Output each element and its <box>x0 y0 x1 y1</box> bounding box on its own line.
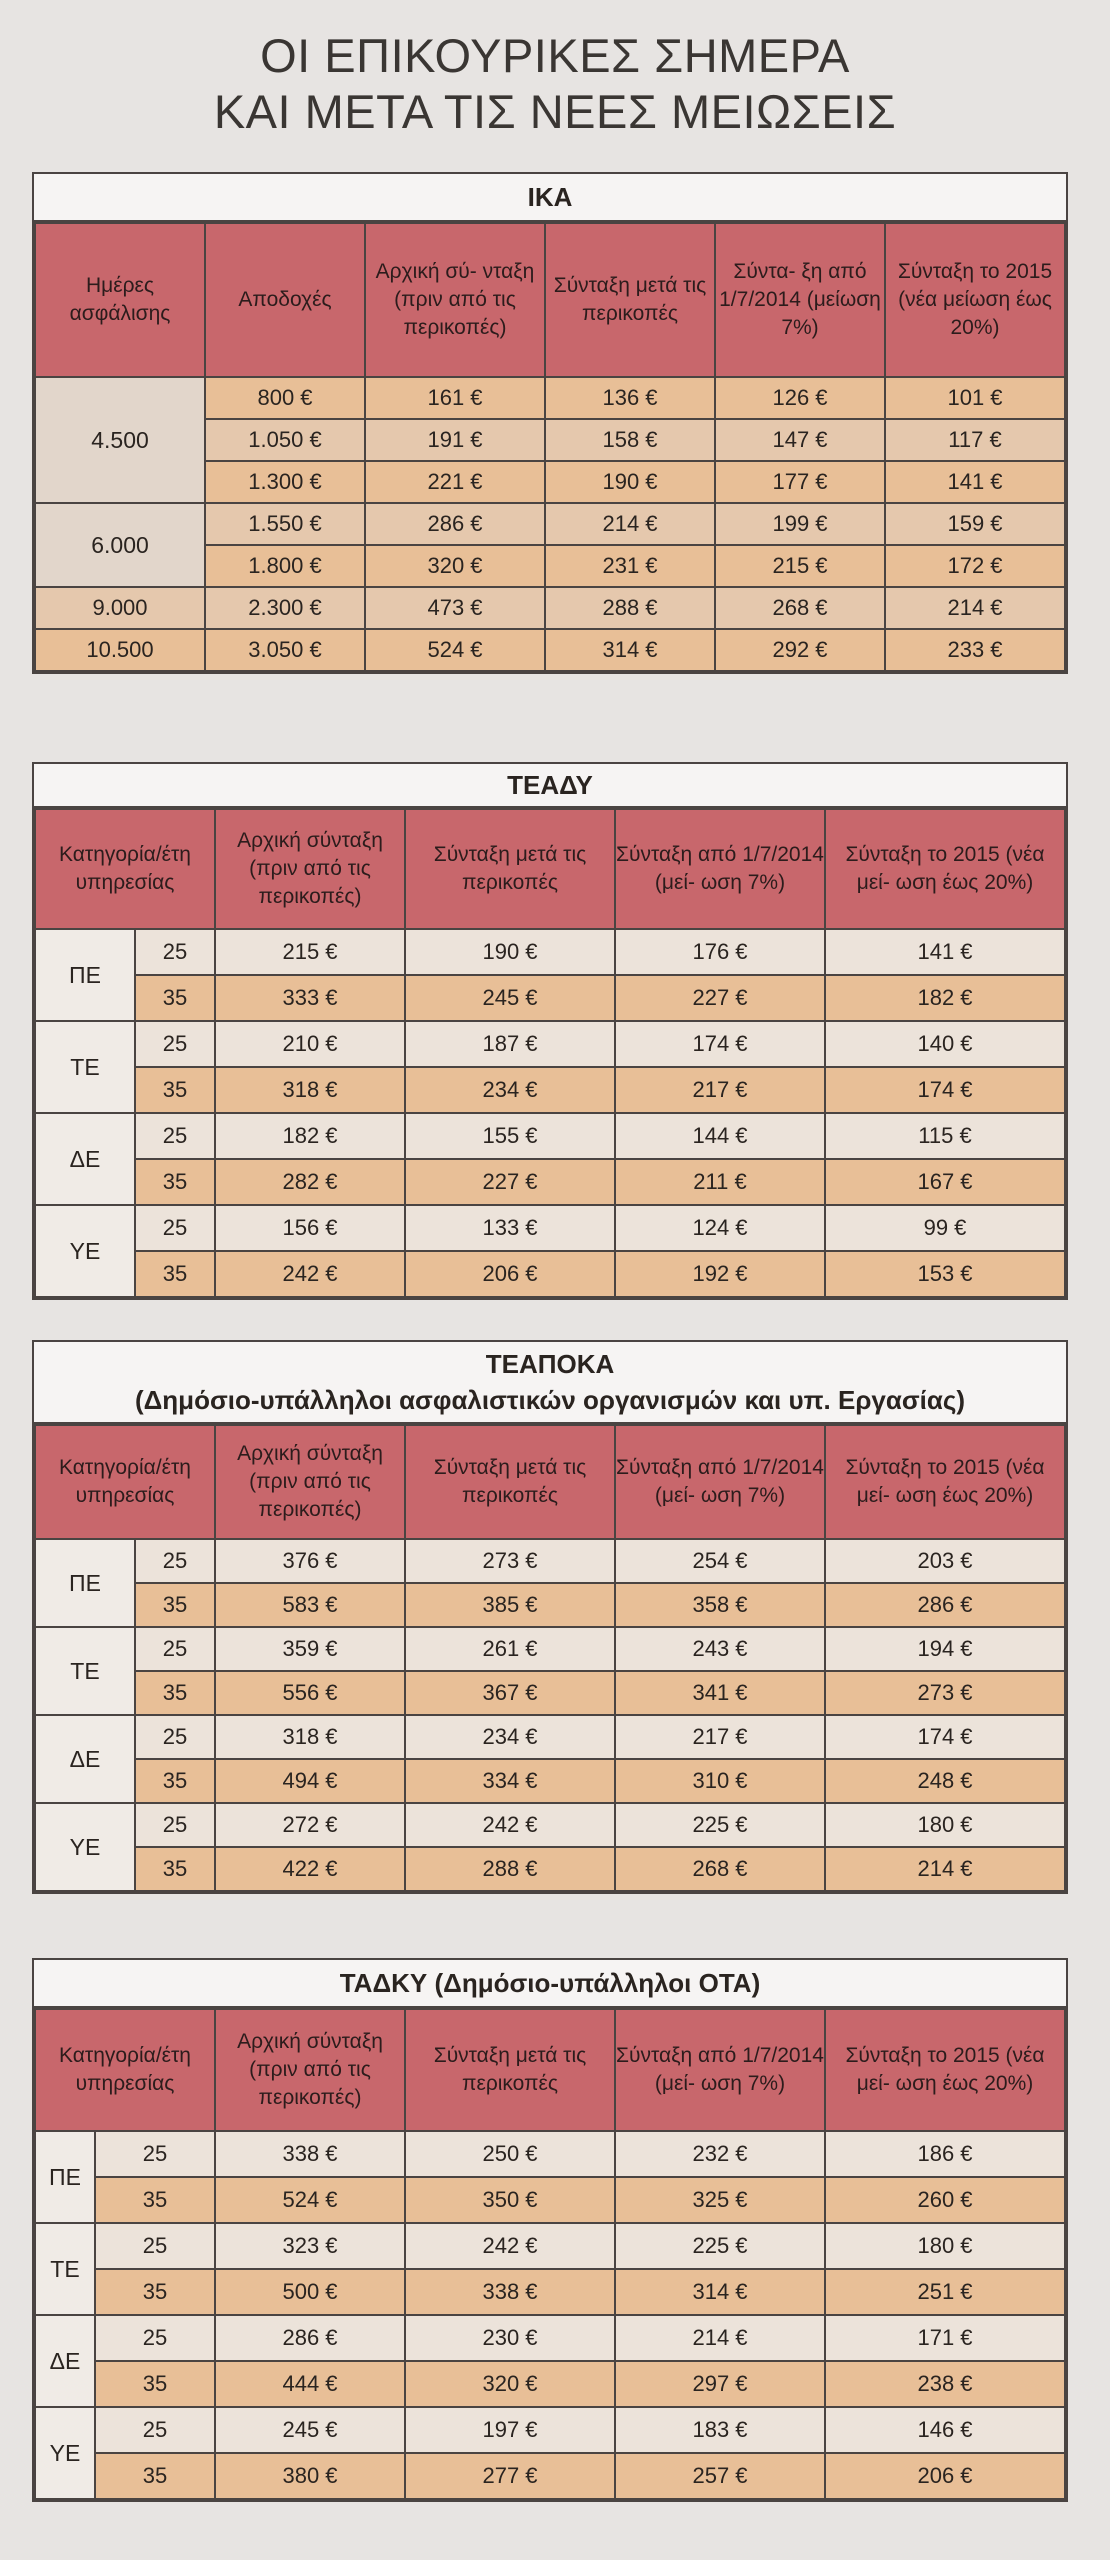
category-cell: ΠΕ <box>35 929 135 1021</box>
years-cell: 25 <box>95 2131 215 2177</box>
value-cell: 268 € <box>615 1847 825 1891</box>
table-row <box>35 1205 1065 1251</box>
header-cell: Αρχική σύνταξη (πριν από τις περικοπές) <box>215 1425 405 1539</box>
value-cell: 473 € <box>365 587 545 629</box>
category-cell: ΤΕ <box>35 1021 135 1113</box>
value-cell: 174 € <box>825 1067 1065 1113</box>
value-cell: 136 € <box>545 377 715 419</box>
tadky-section <box>32 1958 1068 2502</box>
value-cell: 257 € <box>615 2453 825 2499</box>
value-cell: 234 € <box>405 1715 615 1759</box>
value-cell: 367 € <box>405 1671 615 1715</box>
value-cell: 215 € <box>715 545 885 587</box>
value-cell: 217 € <box>615 1715 825 1759</box>
header-cell: Κατηγορία/έτη υπηρεσίας <box>35 809 215 929</box>
value-cell: 115 € <box>825 1113 1065 1159</box>
value-cell: 334 € <box>405 1759 615 1803</box>
value-cell: 117 € <box>885 419 1065 461</box>
page-headline <box>0 0 1110 138</box>
value-cell: 227 € <box>405 1159 615 1205</box>
header-cell: Αρχική σύ- νταξη (πριν από τις περικοπές) <box>365 223 545 377</box>
years-cell: 35 <box>135 1759 215 1803</box>
teady-table <box>34 808 1066 1298</box>
teapoka-title-block <box>34 1342 1066 1424</box>
years-cell: 25 <box>135 1803 215 1847</box>
value-cell: 250 € <box>405 2131 615 2177</box>
value-cell: 338 € <box>405 2269 615 2315</box>
value-cell: 422 € <box>215 1847 405 1891</box>
category-cell: ΔΕ <box>35 1113 135 1205</box>
value-cell: 190 € <box>545 461 715 503</box>
teapoka-subtitle: (Δημόσιο-υπάλληλοι ασφαλιστικών οργανισμών και υπ. Εργασίας) <box>134 1385 966 1415</box>
value-cell: 174 € <box>825 1715 1065 1759</box>
category-cell: ΤΕ <box>35 1627 135 1715</box>
value-cell: 225 € <box>615 1803 825 1847</box>
years-cell: 35 <box>135 1671 215 1715</box>
value-cell: 376 € <box>215 1539 405 1583</box>
value-cell: 273 € <box>405 1539 615 1583</box>
header-cell: Σύνταξη από 1/7/2014 (μεί- ωση 7%) <box>615 2009 825 2131</box>
value-cell: 500 € <box>215 2269 405 2315</box>
header-cell: Αρχική σύνταξη (πριν από τις περικοπές) <box>215 809 405 929</box>
value-cell: 199 € <box>715 503 885 545</box>
value-cell: 217 € <box>615 1067 825 1113</box>
value-cell: 288 € <box>405 1847 615 1891</box>
value-cell: 206 € <box>405 1251 615 1297</box>
value-cell: 124 € <box>615 1205 825 1251</box>
value-cell: 156 € <box>215 1205 405 1251</box>
value-cell: 556 € <box>215 1671 405 1715</box>
value-cell: 350 € <box>405 2177 615 2223</box>
value-cell: 159 € <box>885 503 1065 545</box>
value-cell: 380 € <box>215 2453 405 2499</box>
header-cell: Σύνταξη από 1/7/2014 (μεί- ωση 7%) <box>615 809 825 929</box>
table-row <box>35 1759 1065 1803</box>
years-cell: 25 <box>135 929 215 975</box>
value-cell: 183 € <box>615 2407 825 2453</box>
years-cell: 25 <box>135 1715 215 1759</box>
header-cell: Σύνταξη μετά τις περικοπές <box>405 809 615 929</box>
value-cell: 192 € <box>615 1251 825 1297</box>
value-cell: 194 € <box>825 1627 1065 1671</box>
value-cell: 1.550 € <box>205 503 365 545</box>
teady-title: ΤΕΑΔΥ <box>34 764 1066 808</box>
years-cell: 25 <box>135 1113 215 1159</box>
category-cell: ΔΕ <box>35 1715 135 1803</box>
value-cell: 245 € <box>405 975 615 1021</box>
years-cell: 25 <box>95 2223 215 2269</box>
table-row <box>35 2315 1065 2361</box>
value-cell: 583 € <box>215 1583 405 1627</box>
value-cell: 214 € <box>615 2315 825 2361</box>
value-cell: 277 € <box>405 2453 615 2499</box>
value-cell: 333 € <box>215 975 405 1021</box>
category-cell: ΠΕ <box>35 2131 95 2223</box>
years-cell: 35 <box>95 2361 215 2407</box>
value-cell: 176 € <box>615 929 825 975</box>
value-cell: 182 € <box>215 1113 405 1159</box>
insurance-days-cell: 9.000 <box>35 587 205 629</box>
years-cell: 25 <box>95 2407 215 2453</box>
value-cell: 231 € <box>545 545 715 587</box>
value-cell: 444 € <box>215 2361 405 2407</box>
header-cell: Αρχική σύνταξη (πριν από τις περικοπές) <box>215 2009 405 2131</box>
value-cell: 238 € <box>825 2361 1065 2407</box>
value-cell: 248 € <box>825 1759 1065 1803</box>
years-cell: 35 <box>135 1847 215 1891</box>
value-cell: 320 € <box>405 2361 615 2407</box>
category-cell: ΤΕ <box>35 2223 95 2315</box>
value-cell: 180 € <box>825 2223 1065 2269</box>
value-cell: 800 € <box>205 377 365 419</box>
table-row <box>35 2269 1065 2315</box>
value-cell: 190 € <box>405 929 615 975</box>
table-row <box>35 2177 1065 2223</box>
value-cell: 286 € <box>365 503 545 545</box>
value-cell: 232 € <box>615 2131 825 2177</box>
value-cell: 314 € <box>615 2269 825 2315</box>
value-cell: 161 € <box>365 377 545 419</box>
teady-section <box>32 762 1068 1300</box>
value-cell: 126 € <box>715 377 885 419</box>
value-cell: 1.800 € <box>205 545 365 587</box>
value-cell: 314 € <box>545 629 715 671</box>
value-cell: 144 € <box>615 1113 825 1159</box>
value-cell: 2.300 € <box>205 587 365 629</box>
value-cell: 141 € <box>885 461 1065 503</box>
value-cell: 254 € <box>615 1539 825 1583</box>
table-row <box>35 1627 1065 1671</box>
value-cell: 318 € <box>215 1067 405 1113</box>
value-cell: 292 € <box>715 629 885 671</box>
value-cell: 243 € <box>615 1627 825 1671</box>
value-cell: 288 € <box>545 587 715 629</box>
value-cell: 261 € <box>405 1627 615 1671</box>
value-cell: 214 € <box>825 1847 1065 1891</box>
table-row <box>35 587 1065 629</box>
value-cell: 1.050 € <box>205 419 365 461</box>
value-cell: 359 € <box>215 1627 405 1671</box>
value-cell: 297 € <box>615 2361 825 2407</box>
value-cell: 318 € <box>215 1715 405 1759</box>
header-cell: Αποδοχές <box>205 223 365 377</box>
value-cell: 310 € <box>615 1759 825 1803</box>
value-cell: 146 € <box>825 2407 1065 2453</box>
table-row <box>35 629 1065 671</box>
value-cell: 215 € <box>215 929 405 975</box>
value-cell: 251 € <box>825 2269 1065 2315</box>
value-cell: 385 € <box>405 1583 615 1627</box>
table-row <box>35 2453 1065 2499</box>
table-row <box>35 2407 1065 2453</box>
value-cell: 197 € <box>405 2407 615 2453</box>
value-cell: 358 € <box>615 1583 825 1627</box>
value-cell: 242 € <box>405 2223 615 2269</box>
header-cell: Κατηγορία/έτη υπηρεσίας <box>35 2009 215 2131</box>
years-cell: 35 <box>135 1067 215 1113</box>
years-cell: 35 <box>95 2269 215 2315</box>
value-cell: 268 € <box>715 587 885 629</box>
header-cell: Σύνταξη το 2015 (νέα μεί- ωση έως 20%) <box>825 2009 1065 2131</box>
value-cell: 210 € <box>215 1021 405 1067</box>
ika-title: ΙΚΑ <box>34 174 1066 222</box>
table-row <box>35 1159 1065 1205</box>
years-cell: 35 <box>135 1159 215 1205</box>
value-cell: 191 € <box>365 419 545 461</box>
category-cell: ΔΕ <box>35 2315 95 2407</box>
years-cell: 25 <box>135 1205 215 1251</box>
value-cell: 234 € <box>405 1067 615 1113</box>
header-cell: Σύνταξη μετά τις περικοπές <box>405 2009 615 2131</box>
value-cell: 155 € <box>405 1113 615 1159</box>
insurance-days-cell: 10.500 <box>35 629 205 671</box>
header-cell: Σύνταξη μετά τις περικοπές <box>545 223 715 377</box>
teapoka-table <box>34 1424 1066 1892</box>
table-row <box>35 1583 1065 1627</box>
value-cell: 140 € <box>825 1021 1065 1067</box>
value-cell: 186 € <box>825 2131 1065 2177</box>
tadky-title: ΤΑΔΚΥ (Δημόσιο-υπάλληλοι ΟΤΑ) <box>34 1960 1066 2008</box>
value-cell: 242 € <box>405 1803 615 1847</box>
value-cell: 233 € <box>885 629 1065 671</box>
table-row <box>35 1021 1065 1067</box>
value-cell: 177 € <box>715 461 885 503</box>
value-cell: 286 € <box>825 1583 1065 1627</box>
years-cell: 35 <box>135 975 215 1021</box>
table-row <box>35 929 1065 975</box>
table-row <box>35 1803 1065 1847</box>
table-row <box>35 1671 1065 1715</box>
category-cell: ΥΕ <box>35 2407 95 2499</box>
value-cell: 282 € <box>215 1159 405 1205</box>
value-cell: 141 € <box>825 929 1065 975</box>
years-cell: 25 <box>135 1539 215 1583</box>
value-cell: 203 € <box>825 1539 1065 1583</box>
header-cell: Σύντα- ξη από 1/7/2014 (μείωση 7%) <box>715 223 885 377</box>
table-row <box>35 2361 1065 2407</box>
table-row <box>35 503 1065 545</box>
category-cell: ΥΕ <box>35 1803 135 1891</box>
header-cell: Σύνταξη από 1/7/2014 (μεί- ωση 7%) <box>615 1425 825 1539</box>
value-cell: 524 € <box>365 629 545 671</box>
ika-section <box>32 172 1068 674</box>
years-cell: 25 <box>135 1627 215 1671</box>
table-row <box>35 1715 1065 1759</box>
years-cell: 35 <box>95 2453 215 2499</box>
category-cell: ΠΕ <box>35 1539 135 1627</box>
value-cell: 182 € <box>825 975 1065 1021</box>
value-cell: 187 € <box>405 1021 615 1067</box>
header-cell: Σύνταξη μετά τις περικοπές <box>405 1425 615 1539</box>
table-row <box>35 2131 1065 2177</box>
table-row <box>35 975 1065 1021</box>
value-cell: 242 € <box>215 1251 405 1297</box>
header-cell: Κατηγορία/έτη υπηρεσίας <box>35 1425 215 1539</box>
table-row <box>35 1067 1065 1113</box>
table-row <box>35 2223 1065 2269</box>
teapoka-title: ΤΕΑΠΟΚΑ <box>485 1349 615 1379</box>
years-cell: 25 <box>135 1021 215 1067</box>
headline-line-2: ΚΑΙ ΜΕΤΑ ΤΙΣ ΝΕΕΣ ΜΕΙΩΣΕΙΣ <box>213 85 897 138</box>
header-cell: Σύνταξη το 2015 (νέα μεί- ωση έως 20%) <box>825 1425 1065 1539</box>
years-cell: 35 <box>135 1583 215 1627</box>
ika-table <box>34 222 1066 672</box>
value-cell: 273 € <box>825 1671 1065 1715</box>
value-cell: 1.300 € <box>205 461 365 503</box>
value-cell: 320 € <box>365 545 545 587</box>
header-cell: Ημέρες ασφάλισης <box>35 223 205 377</box>
table-row <box>35 1539 1065 1583</box>
value-cell: 206 € <box>825 2453 1065 2499</box>
value-cell: 167 € <box>825 1159 1065 1205</box>
value-cell: 153 € <box>825 1251 1065 1297</box>
header-cell: Σύνταξη το 2015 (νέα μείωση έως 20%) <box>885 223 1065 377</box>
teapoka-section <box>32 1340 1068 1894</box>
table-row <box>35 1847 1065 1891</box>
years-cell: 35 <box>135 1251 215 1297</box>
insurance-days-cell: 4.500 <box>35 377 205 503</box>
value-cell: 158 € <box>545 419 715 461</box>
years-cell: 35 <box>95 2177 215 2223</box>
category-cell: ΥΕ <box>35 1205 135 1297</box>
header-cell: Σύνταξη το 2015 (νέα μεί- ωση έως 20%) <box>825 809 1065 929</box>
value-cell: 101 € <box>885 377 1065 419</box>
insurance-days-cell: 6.000 <box>35 503 205 587</box>
value-cell: 524 € <box>215 2177 405 2223</box>
tadky-table <box>34 2008 1066 2500</box>
value-cell: 174 € <box>615 1021 825 1067</box>
value-cell: 286 € <box>215 2315 405 2361</box>
value-cell: 133 € <box>405 1205 615 1251</box>
table-row <box>35 377 1065 419</box>
value-cell: 230 € <box>405 2315 615 2361</box>
value-cell: 214 € <box>885 587 1065 629</box>
value-cell: 227 € <box>615 975 825 1021</box>
value-cell: 147 € <box>715 419 885 461</box>
value-cell: 225 € <box>615 2223 825 2269</box>
value-cell: 325 € <box>615 2177 825 2223</box>
value-cell: 245 € <box>215 2407 405 2453</box>
value-cell: 99 € <box>825 1205 1065 1251</box>
years-cell: 25 <box>95 2315 215 2361</box>
value-cell: 494 € <box>215 1759 405 1803</box>
value-cell: 272 € <box>215 1803 405 1847</box>
table-row <box>35 1251 1065 1297</box>
value-cell: 323 € <box>215 2223 405 2269</box>
value-cell: 338 € <box>215 2131 405 2177</box>
value-cell: 341 € <box>615 1671 825 1715</box>
value-cell: 172 € <box>885 545 1065 587</box>
value-cell: 180 € <box>825 1803 1065 1847</box>
value-cell: 211 € <box>615 1159 825 1205</box>
value-cell: 260 € <box>825 2177 1065 2223</box>
table-row <box>35 1113 1065 1159</box>
headline-line-1: ΟΙ ΕΠΙΚΟΥΡΙΚΕΣ ΣΗΜΕΡΑ <box>260 29 850 82</box>
value-cell: 214 € <box>545 503 715 545</box>
value-cell: 3.050 € <box>205 629 365 671</box>
value-cell: 221 € <box>365 461 545 503</box>
value-cell: 171 € <box>825 2315 1065 2361</box>
